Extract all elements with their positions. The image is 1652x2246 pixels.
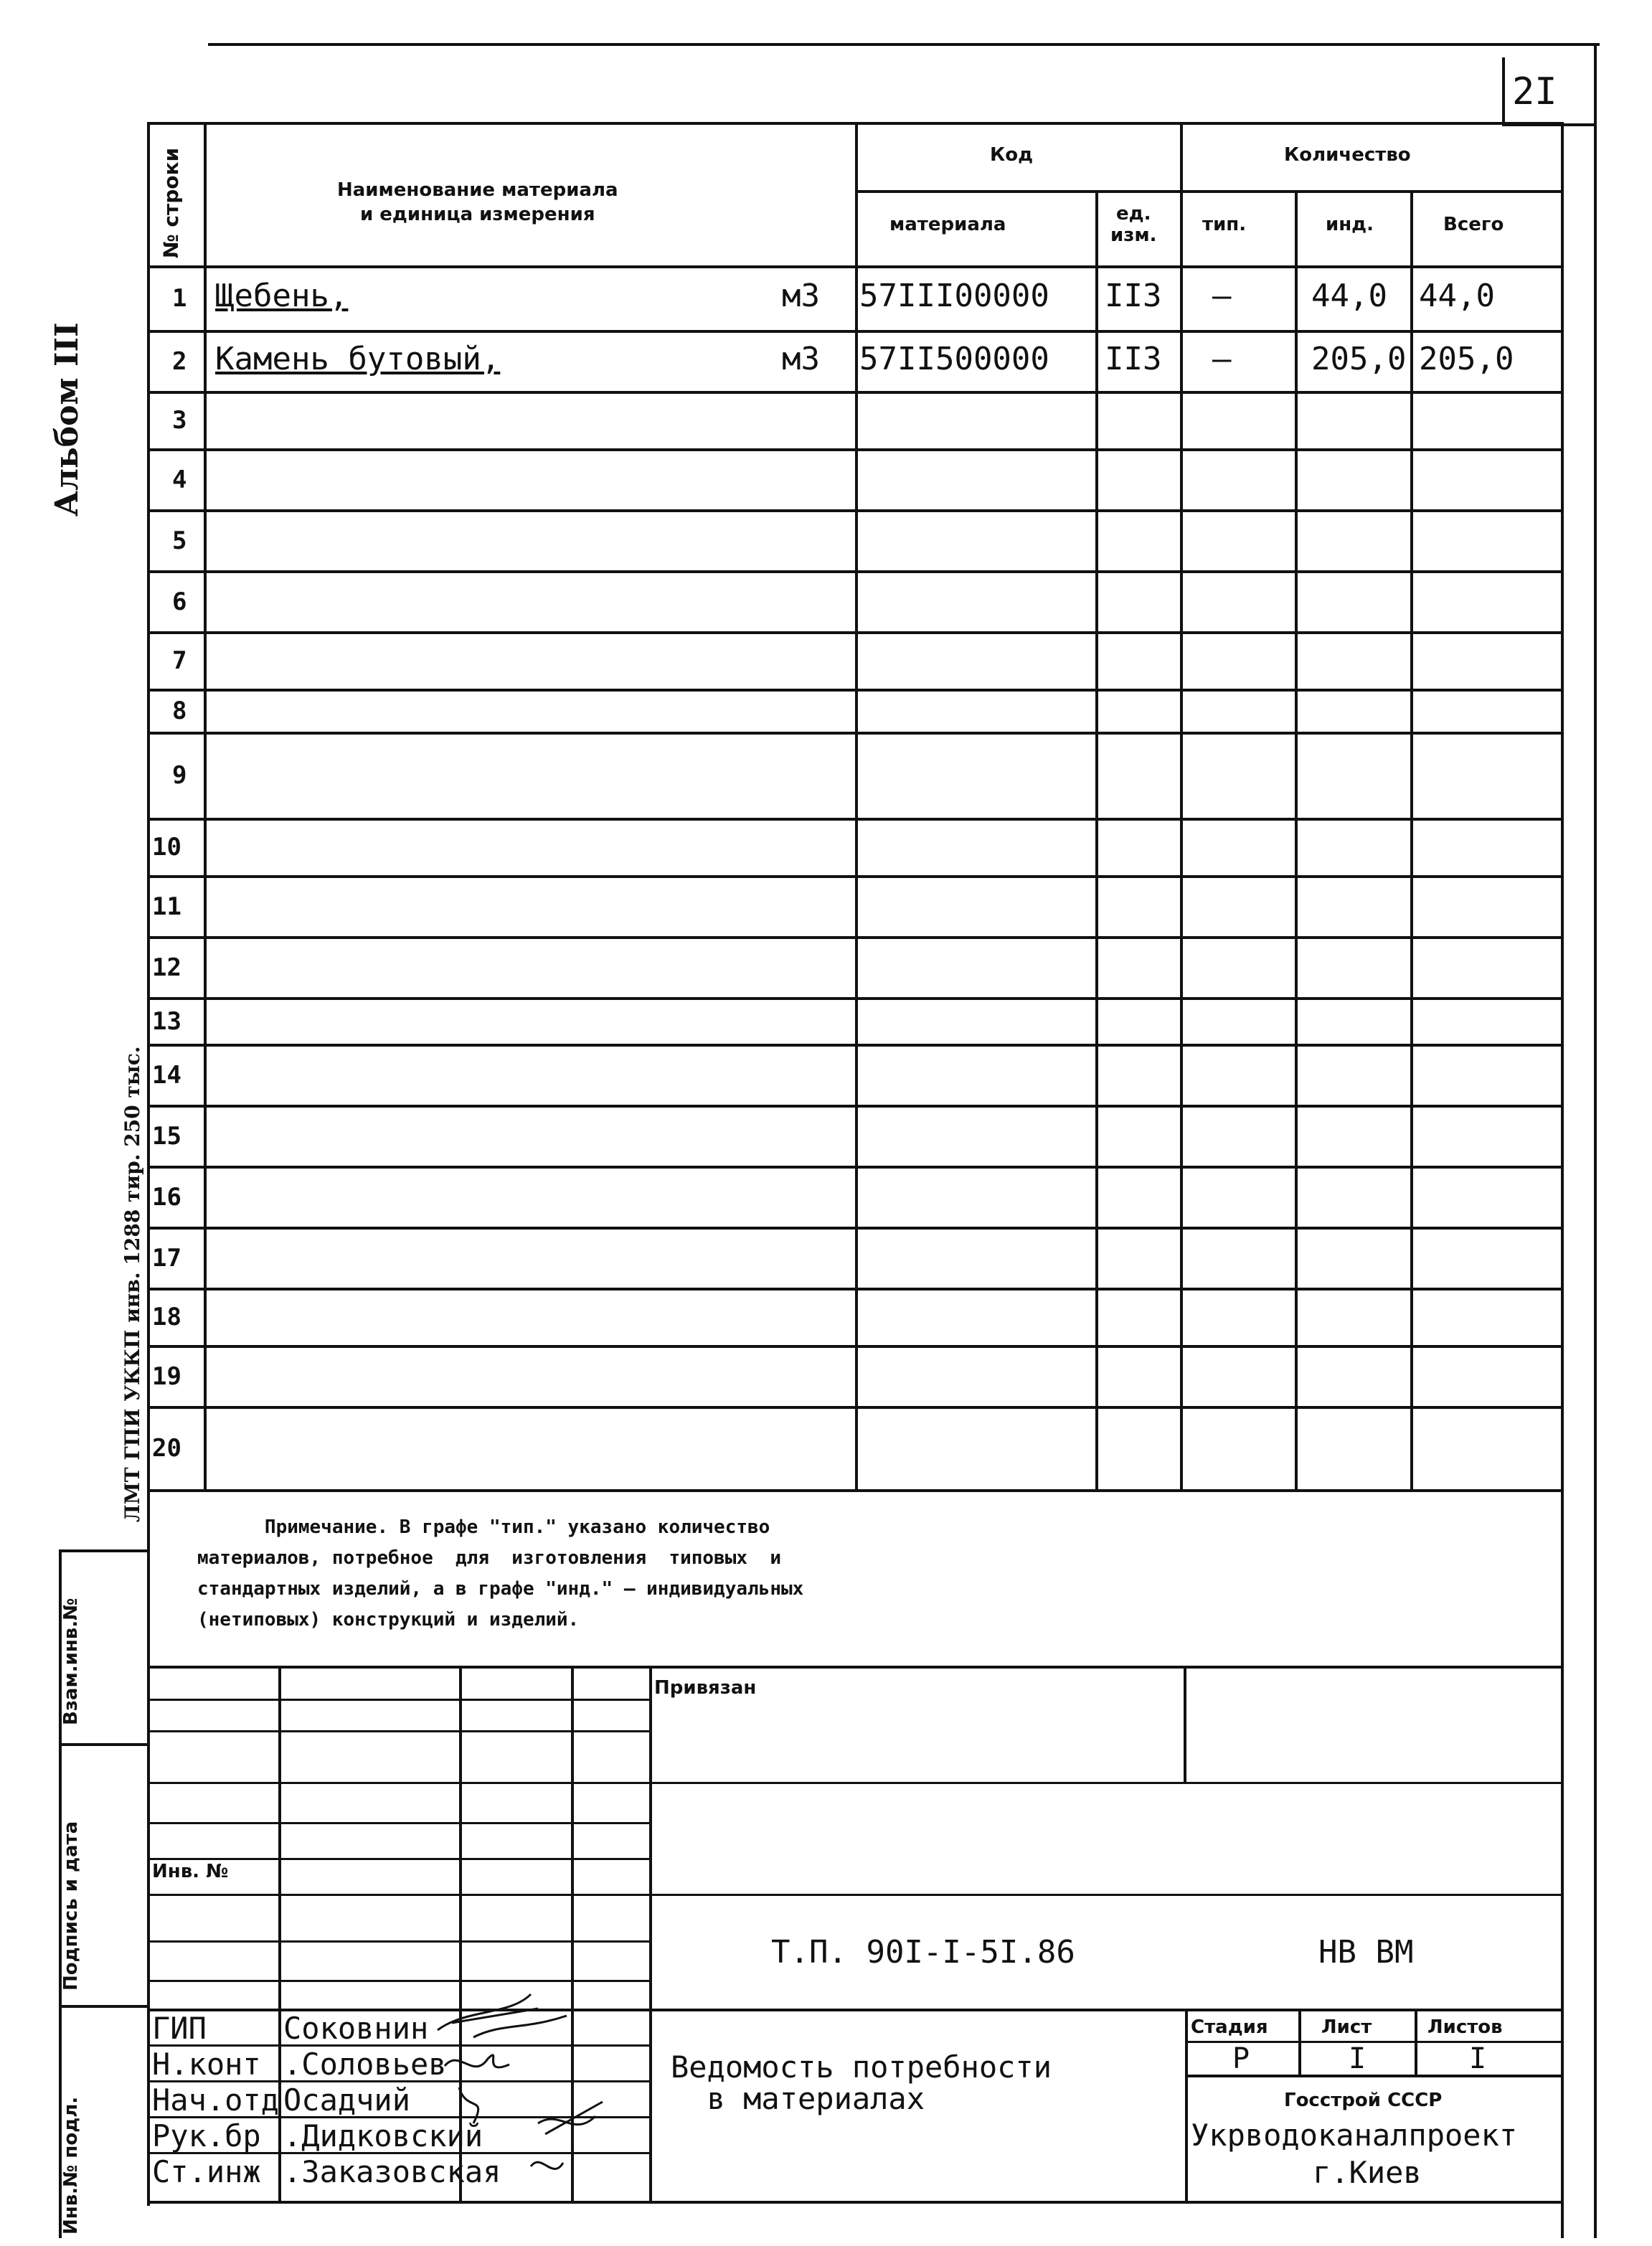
row-number: 20 <box>152 1434 181 1463</box>
table-row-line <box>147 448 1564 451</box>
table-row-line <box>147 1044 1564 1047</box>
side-stamp-sep2 <box>59 2005 148 2008</box>
stamp-row4 <box>147 1822 649 1824</box>
qty-total-cell: 44,0 <box>1419 278 1495 314</box>
row-number: 1 <box>172 284 187 313</box>
qty-total-header: Всего <box>1443 214 1504 235</box>
table-row-line <box>147 1406 1564 1409</box>
stage-box-left <box>1185 2009 1188 2202</box>
header-bottom-line <box>147 265 1564 268</box>
code-unit-header: ед. изм. <box>1110 203 1157 246</box>
document-code: Т.П. 90I-I-5I.86 <box>771 1934 1075 1971</box>
row-number: 19 <box>152 1362 181 1391</box>
inv-number-label: Инв. № <box>152 1861 229 1882</box>
qty-ind-header: инд. <box>1326 214 1374 235</box>
attached-label: Привязан <box>654 1677 757 1699</box>
qty-typ-column-line <box>1295 190 1298 1492</box>
organization-ministry: Госстрой СССР <box>1284 2090 1443 2111</box>
side-stamp-sep1 <box>59 1743 148 1746</box>
material-name-cell: Щебень, <box>215 278 349 314</box>
table-row-line <box>147 875 1564 878</box>
stamp-row1 <box>147 1699 649 1701</box>
archive-label: ЛМТ ГПИ УККП инв. 1288 тир. 250 тыс. <box>121 1046 144 1522</box>
podpis-label: Подпись и дата <box>60 1821 82 1991</box>
row-number: 4 <box>172 466 187 494</box>
table-note: Примечание. В графе "тип." указано количество материалов, потребное для изготовления типовых и стандартных изделий, а в графе "инд." – индивидуальных (нетиповых) конструкций и изделий. <box>197 1516 804 1631</box>
row-number-header: № строки <box>159 147 183 258</box>
code-header: Код <box>990 144 1034 166</box>
row-number: 16 <box>152 1183 181 1212</box>
row-number: 10 <box>152 833 181 862</box>
stamp-row6 <box>147 1894 1564 1896</box>
sheets-value: I <box>1469 2042 1487 2075</box>
document-mark: НВ ВМ <box>1318 1934 1414 1971</box>
signer-name: Соковнин <box>283 2011 429 2046</box>
unit-cell: м3 <box>782 278 820 314</box>
table-row-line <box>147 1105 1564 1108</box>
unit-code-cell: II3 <box>1105 278 1162 314</box>
inner-right-frame-line <box>1561 126 1564 2238</box>
code-unit-column-line <box>1180 122 1183 1492</box>
stamp-row7 <box>147 1940 649 1943</box>
side-stamp-top <box>59 1549 148 1552</box>
code-material-column-line <box>1095 190 1098 1492</box>
vzam-label: Взам.инв.№ <box>60 1598 82 1725</box>
qty-typ-cell: – <box>1212 278 1232 314</box>
sheet-value: I <box>1349 2042 1367 2075</box>
row-number: 3 <box>172 406 187 435</box>
qty-ind-cell: 205,0 <box>1311 341 1407 377</box>
table-row-line <box>147 936 1564 939</box>
attached-box-right <box>1184 1666 1186 1782</box>
stamp-row5 <box>147 1858 649 1860</box>
unit-code-cell: II3 <box>1105 341 1162 377</box>
material-name-header: Наименование материала и единица измерения <box>337 179 618 225</box>
quantity-header: Количество <box>1284 144 1411 166</box>
stamp-col1 <box>278 1666 281 2202</box>
row-number: 9 <box>172 761 187 790</box>
unit-cell: м3 <box>782 341 820 377</box>
signer-role: Рук.бр <box>152 2118 261 2153</box>
qty-total-cell: 205,0 <box>1419 341 1514 377</box>
handwritten-signatures <box>423 1980 610 2202</box>
row-number: 18 <box>152 1303 181 1331</box>
table-row-line <box>147 1227 1564 1230</box>
signer-name: Осадчий <box>283 2082 411 2118</box>
table-row-line <box>147 1166 1564 1169</box>
name-column-line <box>855 122 858 1492</box>
organization-city: г.Киев <box>1313 2155 1422 2190</box>
stage-label: Стадия <box>1191 2016 1268 2038</box>
right-border-line <box>1594 43 1597 2238</box>
material-code-cell: 57II500000 <box>859 341 1049 377</box>
row-number: 7 <box>172 646 187 675</box>
table-row-line <box>147 997 1564 1000</box>
signer-name: .Соловьев <box>283 2047 447 2082</box>
organization-name: Укрводоканалпроект <box>1191 2118 1518 2153</box>
row-number: 15 <box>152 1122 181 1151</box>
table-row-line <box>147 330 1564 333</box>
table-row-line <box>147 1345 1564 1348</box>
row-number: 2 <box>172 347 187 376</box>
material-code-cell: 57III00000 <box>859 278 1049 314</box>
code-material-header: материала <box>889 214 1006 235</box>
top-border-line <box>208 43 1600 46</box>
qty-typ-cell: – <box>1212 341 1232 377</box>
row-number: 11 <box>152 892 181 921</box>
signer-role: ГИП <box>152 2011 207 2046</box>
signer-role: Нач.отд <box>152 2082 280 2118</box>
signer-name: .Дидковский <box>283 2118 483 2153</box>
sheet-label: Лист <box>1321 2016 1372 2038</box>
album-label: Альбом III <box>49 322 85 516</box>
qty-ind-cell: 44,0 <box>1311 278 1387 314</box>
qty-typ-header: тип. <box>1202 214 1247 235</box>
row-number: 17 <box>152 1244 181 1273</box>
stamp-row3 <box>147 1782 1564 1784</box>
table-bottom-line <box>147 1489 1564 1492</box>
stamp-col4 <box>649 1666 652 2202</box>
table-row-line <box>147 818 1564 821</box>
note-bottom-line <box>147 1666 1564 1669</box>
material-name-cell: Камень бутовый, <box>215 341 501 377</box>
qty-ind-column-line <box>1410 190 1413 1492</box>
signer-role: Ст.инж <box>152 2154 261 2189</box>
table-row-line <box>147 732 1564 735</box>
document-title: Ведомость потребности в материалах <box>671 2049 1052 2116</box>
signer-role: Н.конт <box>152 2047 261 2082</box>
table-row-line <box>147 689 1564 692</box>
signer-name: .Заказовская <box>283 2154 501 2189</box>
table-row-line <box>147 570 1564 573</box>
row-number: 14 <box>152 1061 181 1090</box>
table-row-line <box>147 509 1564 512</box>
table-row-line <box>147 391 1564 394</box>
sheet-number: 2I <box>1512 70 1557 113</box>
sheet-number-box-left <box>1502 57 1505 126</box>
table-row-line <box>147 631 1564 634</box>
stage-value: Р <box>1232 2042 1250 2075</box>
rownum-column-line <box>204 122 207 1492</box>
row-number: 5 <box>172 527 187 555</box>
row-number: 8 <box>172 697 187 725</box>
table-row-line <box>147 1288 1564 1290</box>
stamp-row2 <box>147 1730 649 1732</box>
row-number: 6 <box>172 588 187 616</box>
row-number: 13 <box>152 1007 181 1036</box>
stamp-bottom <box>147 2201 1564 2204</box>
row-number: 12 <box>152 953 181 982</box>
header-subline <box>855 190 1562 193</box>
sheets-label: Листов <box>1427 2016 1503 2038</box>
inv-podl-label: Инв.№ подл. <box>60 2096 82 2235</box>
